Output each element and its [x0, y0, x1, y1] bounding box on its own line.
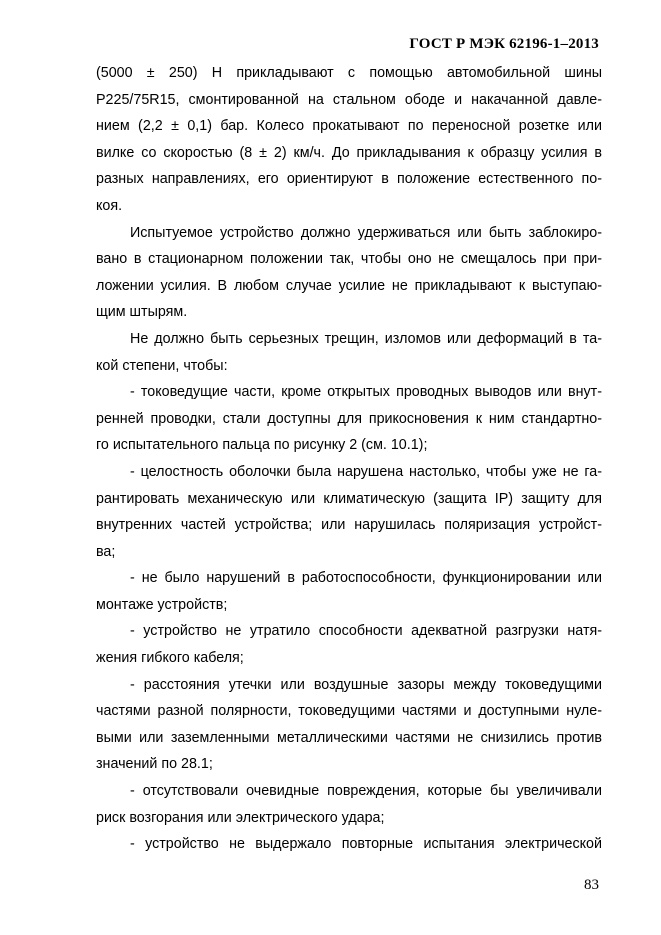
text-line: Испытуемое устройство должно удерживаться или быть заблокиро-	[130, 224, 602, 241]
text-line: внутренних частей устройства; или нарушилась поляризация устройст-	[96, 517, 602, 534]
text-line: ложении усилия. В любом случае усилие не прикладывают к выступаю-	[96, 277, 602, 294]
text-line: го испытательного пальца по рисунку 2 (см. 10.1);	[96, 437, 428, 454]
text-line: ва;	[96, 543, 116, 560]
text-line: вано в стационарном положении так, чтобы оно не смещалось при при-	[96, 251, 602, 268]
text-line: нием (2,2 ± 0,1) бар. Колесо прокатывают по переносной розетке или	[96, 118, 602, 135]
body-text	[96, 60, 602, 858]
text-line: разных направлениях, его ориентируют в положение естественного по-	[96, 171, 602, 188]
text-line: - не было нарушений в работоспособности, функционировании или	[130, 570, 602, 587]
text-line: - отсутствовали очевидные повреждения, которые бы увеличивали	[130, 783, 602, 800]
text-line: жения гибкого кабеля;	[96, 650, 244, 667]
text-line: вилке со скоростью (8 ± 2) км/ч. До прикладывания к образцу усилия в	[96, 144, 602, 161]
document-id-header: ГОСТ Р МЭК 62196-1–2013	[409, 36, 599, 52]
text-line: выми или заземленными металлическими частями не снизились против	[96, 729, 602, 746]
text-line: рантировать механическую или климатическую (защита IP) защиту для	[96, 490, 602, 507]
text-line: ренней проводки, стали доступны для прикосновения к ним стандартно-	[96, 410, 602, 427]
text-line: P225/75R15, смонтированной на стальном ободе и накачанной давле-	[96, 91, 602, 108]
text-line: коя.	[96, 197, 123, 214]
text-line: - устройство не утратило способности адекватной разгрузки натя-	[130, 623, 602, 640]
text-line: - целостность оболочки была нарушена настолько, чтобы уже не га-	[130, 463, 602, 480]
text-line: щим штырям.	[96, 304, 188, 321]
text-line: значений по 28.1;	[96, 756, 213, 773]
text-line: монтаже устройств;	[96, 596, 228, 613]
page-number: 83	[584, 877, 599, 893]
text-line: кой степени, чтобы:	[96, 357, 228, 374]
text-line: - расстояния утечки или воздушные зазоры между токоведущими	[130, 676, 602, 693]
text-line: Не должно быть серьезных трещин, изломов или деформаций в та-	[130, 330, 602, 347]
text-line: - токоведущие части, кроме открытых проводных выводов или внут-	[130, 384, 602, 401]
text-line: частями разной полярности, токоведущими частями и доступными нуле-	[96, 703, 602, 720]
text-line: (5000 ± 250) Н прикладывают с помощью автомобильной шины	[96, 65, 602, 81]
text-line: риск возгорания или электрического удара;	[96, 809, 385, 826]
text-line: - устройство не выдержало повторные испытания электрической	[130, 836, 602, 853]
